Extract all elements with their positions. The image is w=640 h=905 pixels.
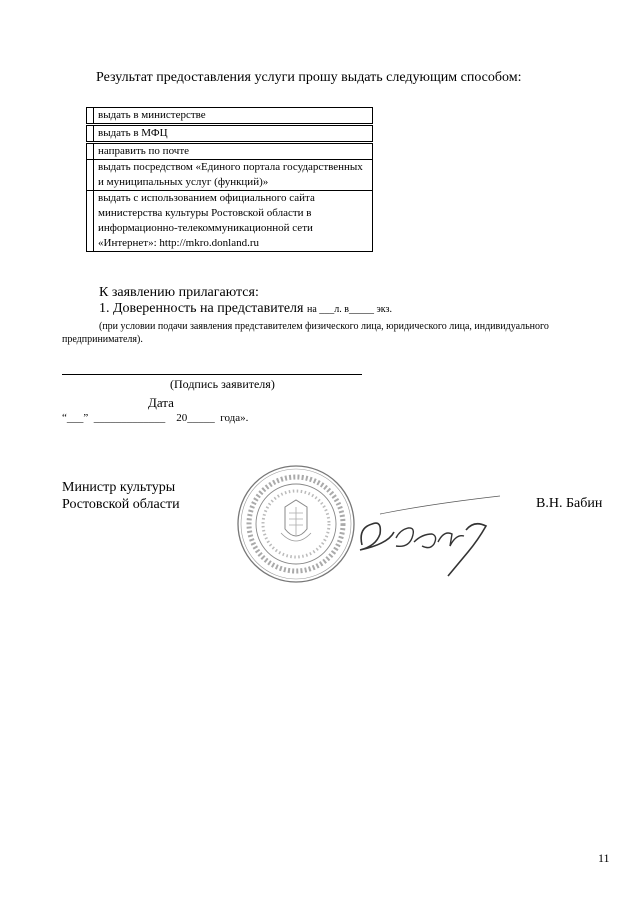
official-seal-icon — [235, 463, 357, 585]
option-label: выдать в министерстве — [94, 108, 373, 124]
attachment-item-1 — [99, 301, 392, 317]
service-result-intro: Результат предоставления услуги прошу выдать следующим способом: — [96, 70, 522, 85]
option-checkbox[interactable] — [87, 144, 94, 160]
minister-title-line2: Ростовской области — [62, 497, 180, 512]
option-label: выдать с использованием официального сайта министерства культуры Ростовской области в информационно-телекоммуникационной сети «Интернет»: http://mkro.donland.ru — [94, 191, 373, 252]
minister-name: В.Н. Бабин — [536, 496, 603, 511]
page-number: 11 — [598, 851, 610, 865]
option-checkbox[interactable] — [87, 108, 94, 124]
option-label: выдать в МФЦ — [94, 126, 373, 142]
option-checkbox[interactable] — [87, 191, 94, 252]
date-row: “___” _____________ 20_____ года». — [62, 412, 249, 424]
option-ministry — [86, 107, 373, 124]
handwritten-signature-icon — [340, 490, 510, 580]
attachment-item-1-main: 1. Доверенность на представителя — [99, 301, 304, 316]
minister-title-line1: Министр культуры — [62, 480, 176, 495]
option-label: выдать посредством «Единого портала государственных и муниципальных услуг (функций)» — [94, 160, 373, 191]
option-list-lower — [86, 143, 373, 252]
attachments-heading: К заявлению прилагаются: — [99, 285, 259, 300]
option-label: направить по почте — [94, 144, 373, 160]
signature-caption: (Подпись заявителя) — [170, 377, 275, 391]
option-checkbox[interactable] — [87, 160, 94, 191]
signature-line — [62, 374, 362, 375]
date-label: Дата — [148, 395, 174, 410]
attachment-item-1-tail: на ___л. в_____ экз. — [306, 304, 392, 315]
attachment-condition: (при условии подачи заявления представителем физического лица, юридического лица, индивидуального предпринимателя). — [62, 321, 549, 345]
option-mfc — [86, 125, 373, 142]
minister-title — [62, 479, 180, 513]
option-checkbox[interactable] — [87, 126, 94, 142]
